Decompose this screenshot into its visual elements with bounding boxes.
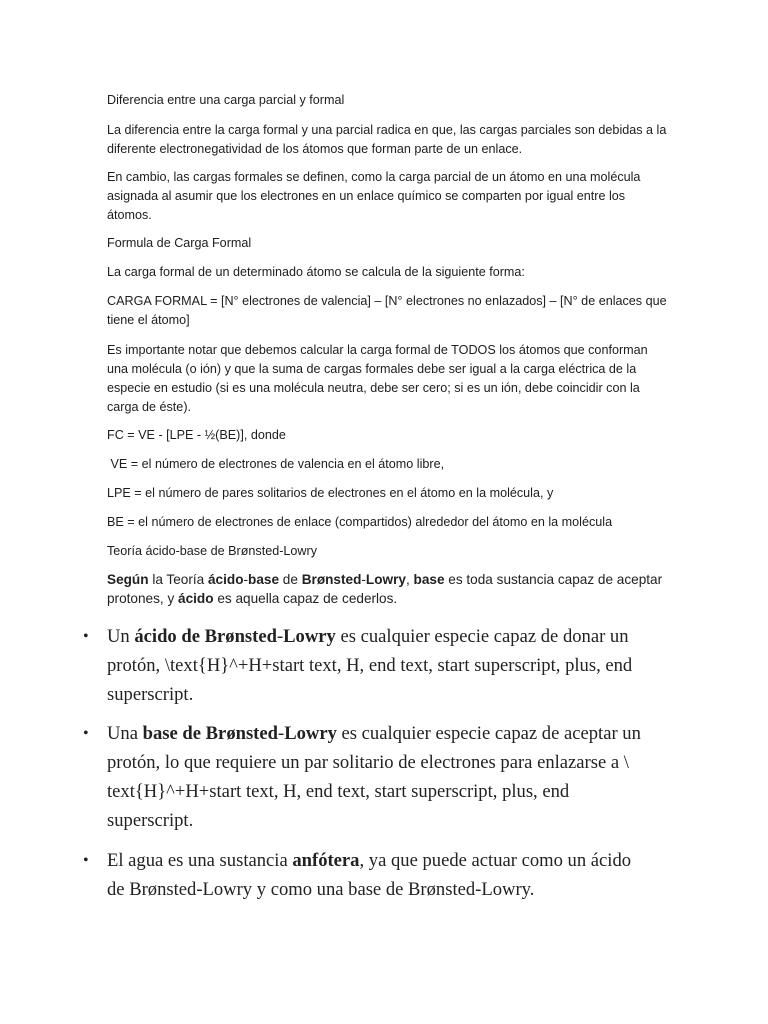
bullet-acid-definition: [83, 622, 652, 709]
text: El agua es una sustancia: [107, 850, 293, 871]
bold-text: base de Brønsted: [142, 723, 278, 744]
text: es cualquier especie capaz de aceptar un protón, lo que requiere un par solitario de electrones para enlazarse a \ text{H}^+H+start text, H, end text, start superscript, plus, end superscript.: [107, 723, 641, 831]
bold-text: Lowry: [365, 572, 406, 587]
bold-text: base: [248, 572, 280, 587]
bold-text: Lowry: [283, 626, 336, 647]
bullet-marker: •: [83, 852, 89, 869]
heading-formula: Formula de Carga Formal: [107, 236, 252, 250]
paragraph-be-definition: BE = el número de electrones de enlace (compartidos) alrededor del átomo en la molécula: [107, 515, 613, 529]
text: es aquella capaz de cederlos.: [213, 591, 398, 606]
text: Una: [107, 723, 143, 744]
paragraph-formal-charge-definition: En cambio, las cargas formales se definen, como la carga parcial de un átomo en una molécula asignada al asumir que los electrones en un enlace químico se comparten por igual entre los átomos.: [107, 170, 641, 222]
bold-text: ácido: [178, 591, 214, 606]
bold-text: base: [413, 572, 445, 587]
bold-text: Según: [107, 572, 149, 587]
paragraph-formula-intro: La carga formal de un determinado átomo se calcula de la siguiente forma:: [107, 265, 525, 279]
text: ,: [405, 572, 414, 587]
bold-text: ácido: [208, 572, 244, 587]
bold-text: ácido de Brønsted: [134, 626, 277, 647]
text: -: [277, 723, 285, 744]
paragraph-ve-definition: VE = el número de electrones de valencia en el átomo libre,: [107, 457, 445, 471]
paragraph-bronsted-intro: [107, 570, 667, 608]
bold-text: Brønsted: [301, 572, 362, 587]
bold-text: Lowry: [284, 723, 337, 744]
text: de: [279, 572, 302, 587]
paragraph-fc-equation: FC = VE - [LPE - ½(BE)], donde: [107, 428, 286, 442]
text: es cualquier especie capaz de donar un protón, \text{H}^+H+start text, H, end text, start superscript, plus, end superscript.: [107, 626, 633, 705]
paragraph-formula: CARGA FORMAL = [N° electrones de valencia] – [N° electrones no enlazados] – [N° de enlaces que tiene el átomo]: [107, 294, 667, 327]
text: Un: [107, 626, 135, 647]
heading-bronsted-lowry: Teoría ácido-base de Brønsted-Lowry: [107, 544, 317, 558]
text: la Teoría: [148, 572, 208, 587]
paragraph-difference: La diferencia entre la carga formal y una parcial radica en que, las cargas parciales son debidas a la diferente electronegatividad de los átomos que forman parte de un enlace.: [107, 123, 667, 156]
bullet-base-definition: [83, 719, 652, 835]
text: -: [243, 572, 249, 587]
bold-text: anfótera: [292, 850, 360, 871]
bullet-water-amphoteric: [83, 846, 652, 904]
paragraph-lpe-definition: LPE = el número de pares solitarios de electrones en el átomo en la molécula, y: [107, 486, 554, 500]
bullet-marker: •: [83, 725, 89, 742]
paragraph-important-note: Es importante notar que debemos calcular la carga formal de TODOS los átomos que conforman una molécula (o ión) y que la suma de cargas formales debe ser igual a la carga eléctrica de la especie en estudio (si es una molécula neutra, debe ser cero; si es un ión, debe coincidir con la carga de éste).: [107, 343, 648, 414]
text: -: [361, 572, 366, 587]
heading-difference: Diferencia entre una carga parcial y formal: [107, 93, 345, 107]
text: , ya que puede actuar como un ácido de Brønsted-Lowry y como una base de Brønsted-Lowry.: [107, 850, 632, 900]
text: es toda sustancia capaz de aceptar protones, y: [107, 572, 663, 606]
bullet-marker: •: [83, 628, 89, 645]
text: -: [276, 626, 284, 647]
